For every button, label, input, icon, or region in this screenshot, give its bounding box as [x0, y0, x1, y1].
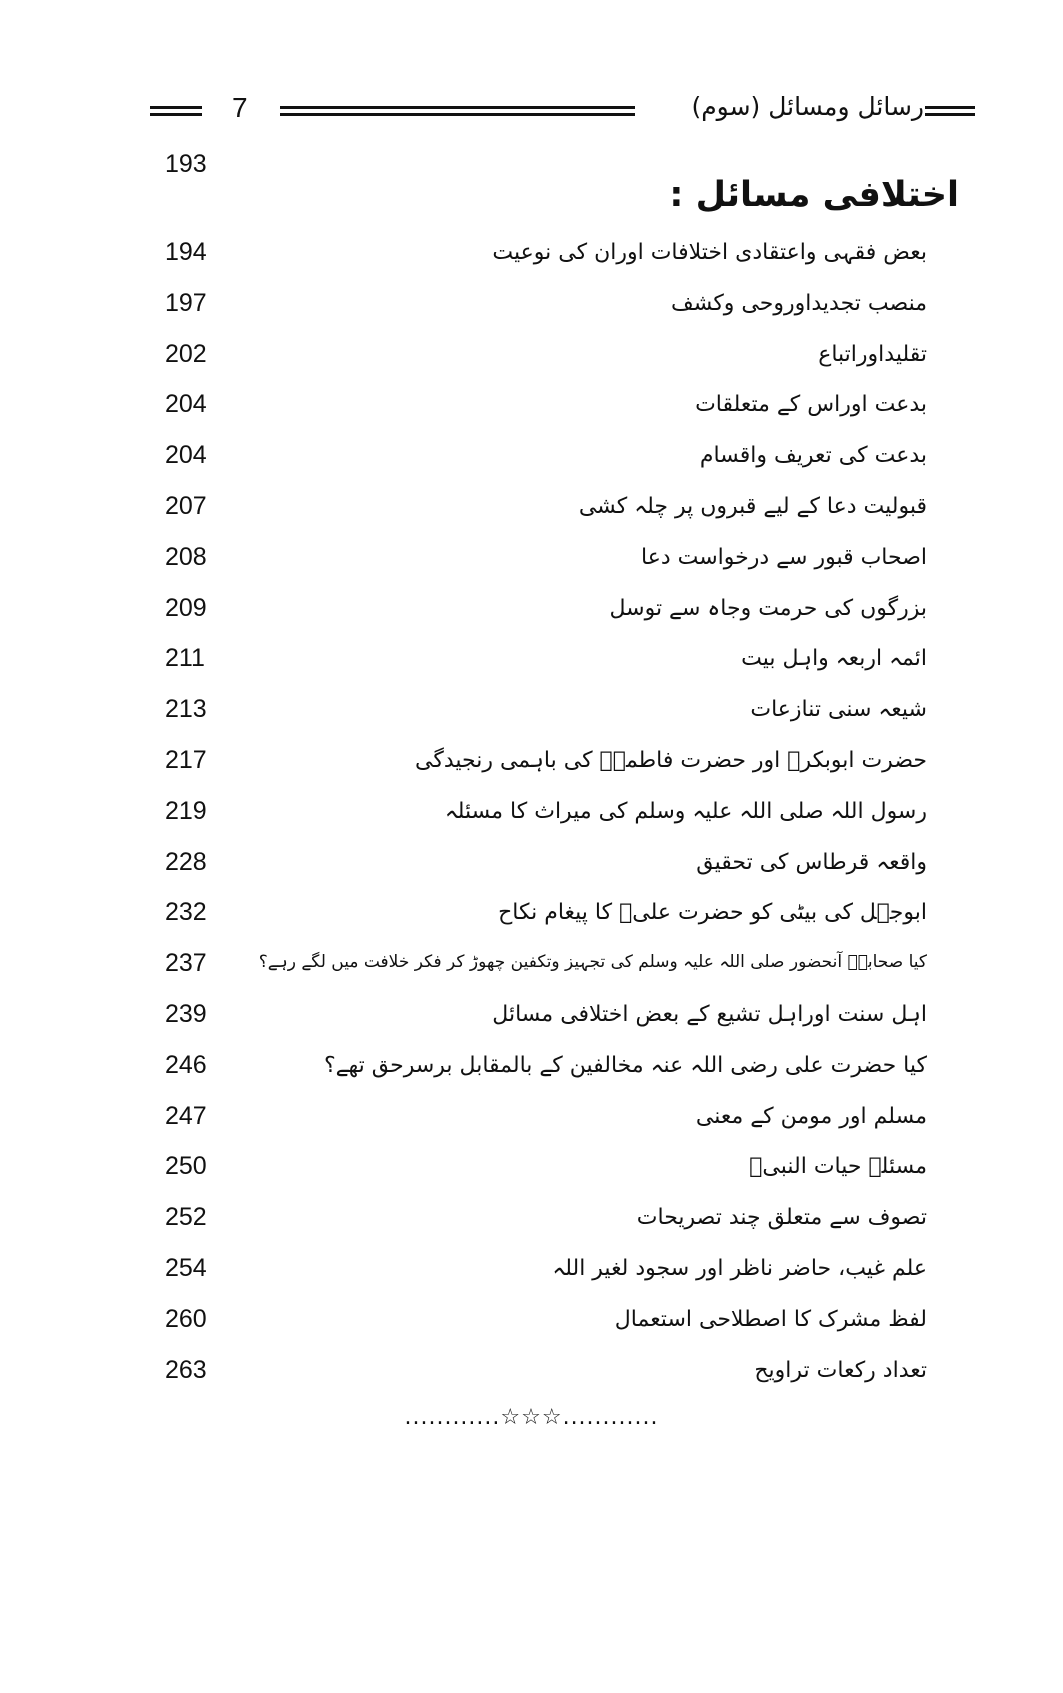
- toc-page-number: 237: [165, 949, 207, 977]
- toc-row: [0, 594, 1063, 642]
- toc-row: [0, 543, 1063, 591]
- toc-row: [0, 1305, 1063, 1353]
- toc-row: [0, 746, 1063, 794]
- toc-entry-title: ائمہ اربعہ واہل بیت: [741, 646, 927, 671]
- toc-entry-title: قبولیت دعا کے لیے قبروں پر چلہ کشی: [578, 494, 927, 519]
- toc-page-number: 204: [165, 390, 207, 418]
- toc-entry-title: منصب تجدیداوروحی وکشف: [670, 291, 927, 316]
- toc-page-number: 232: [165, 898, 207, 926]
- toc-page-number: 228: [165, 848, 207, 876]
- section-page-number: 193: [165, 150, 207, 178]
- toc-entry-title: رسول اللہ صلی اللہ علیہ وسلم کی میراث کا مسئلہ: [444, 799, 927, 824]
- toc-entry-title: بزرگوں کی حرمت وجاہ سے توسل: [609, 596, 927, 621]
- toc-entry-title: کیا صحابہؓ آنحضور صلی اللہ علیہ وسلم کی تجہیز وتکفین چھوڑ کر فکر خلافت میں لگے رہے؟: [258, 952, 927, 972]
- toc-row: [0, 289, 1063, 337]
- toc-row: [0, 238, 1063, 286]
- toc-page-number: 246: [165, 1051, 207, 1079]
- toc-entry-title: شیعہ سنی تنازعات: [750, 697, 927, 722]
- toc-page-number: 250: [165, 1152, 207, 1180]
- toc-page-number: 217: [165, 746, 207, 774]
- toc-page-number: 252: [165, 1203, 207, 1231]
- toc-entry-title: علم غیب، حاضر ناظر اور سجود لغیر اللہ: [552, 1256, 927, 1281]
- running-header: [150, 92, 970, 132]
- toc-page-number: 263: [165, 1356, 207, 1384]
- toc-page-number: 254: [165, 1254, 207, 1282]
- toc-row: [0, 644, 1063, 692]
- toc-row: [0, 1102, 1063, 1150]
- toc-row: [0, 1254, 1063, 1302]
- toc-page-number: 239: [165, 1000, 207, 1028]
- toc-page-number: 202: [165, 340, 207, 368]
- toc-entry-title: تصوف سے متعلق چند تصریحات: [636, 1205, 927, 1230]
- toc-row: [0, 492, 1063, 540]
- toc-entry-title: اہل سنت اوراہل تشیع کے بعض اختلافی مسائل: [492, 1002, 927, 1027]
- toc-entry-title: بدعت کی تعریف واقسام: [699, 443, 927, 468]
- header-rule-middle: [280, 106, 635, 116]
- toc-entry-title: مسئلہ حیات النبیؐ: [749, 1154, 927, 1179]
- toc-entry-title: تقلیداوراتباع: [818, 342, 927, 367]
- toc-entry-title: ابوجہل کی بیٹی کو حضرت علیؓ کا پیغام نکاح: [498, 900, 927, 925]
- toc-entry-title: بعض فقہی واعتقادی اختلافات اوران کی نوعیت: [492, 240, 927, 265]
- header-rule-right: [925, 106, 975, 116]
- toc-row: [0, 340, 1063, 388]
- toc-entry-title: مسلم اور مومن کے معنی: [695, 1104, 927, 1129]
- toc-entry-title: تعداد رکعات تراویح: [754, 1358, 927, 1383]
- toc-row: [0, 797, 1063, 845]
- toc-row: [0, 695, 1063, 743]
- toc-row: [0, 1051, 1063, 1099]
- toc-page-number: 213: [165, 695, 207, 723]
- toc-page-number: 211: [165, 644, 205, 672]
- toc-entry-title: اصحاب قبور سے درخواست دعا: [640, 545, 927, 570]
- toc-row: [0, 1203, 1063, 1251]
- toc-row: [0, 1152, 1063, 1200]
- page-number: 7: [232, 92, 248, 123]
- toc-row: [0, 898, 1063, 946]
- toc-page-number: 197: [165, 289, 207, 317]
- toc-page-number: 194: [165, 238, 207, 266]
- end-ornament: ............☆☆☆............: [404, 1405, 659, 1430]
- toc-entry-title: واقعہ قرطاس کی تحقیق: [696, 850, 927, 875]
- toc-page-number: 208: [165, 543, 207, 571]
- toc-page-number: 204: [165, 441, 207, 469]
- toc-entry-title: حضرت ابوبکرؓ اور حضرت فاطمہؓ کی باہمی رنجیدگی: [415, 748, 927, 773]
- toc-entry-title: لفظ مشرک کا اصطلاحی استعمال: [614, 1307, 927, 1332]
- toc-page-number: 219: [165, 797, 207, 825]
- toc-page-number: 207: [165, 492, 207, 520]
- running-title: رسائل ومسائل (سوم): [691, 92, 924, 121]
- section-title: اختلافی مسائل :: [669, 175, 959, 215]
- toc-row: [0, 1356, 1063, 1404]
- toc-row: [0, 1000, 1063, 1048]
- toc-page-number: 247: [165, 1102, 207, 1130]
- toc-page-number: 209: [165, 594, 207, 622]
- toc-row: [0, 848, 1063, 896]
- toc-row: [0, 949, 1063, 997]
- toc-row: [0, 390, 1063, 438]
- toc-entry-title: کیا حضرت علی رضی اللہ عنہ مخالفین کے بالمقابل برسرحق تھے؟: [323, 1053, 927, 1078]
- header-rule-left: [150, 106, 202, 116]
- toc-entry-title: بدعت اوراس کے متعلقات: [695, 392, 927, 417]
- toc-row: [0, 441, 1063, 489]
- toc-page-number: 260: [165, 1305, 207, 1333]
